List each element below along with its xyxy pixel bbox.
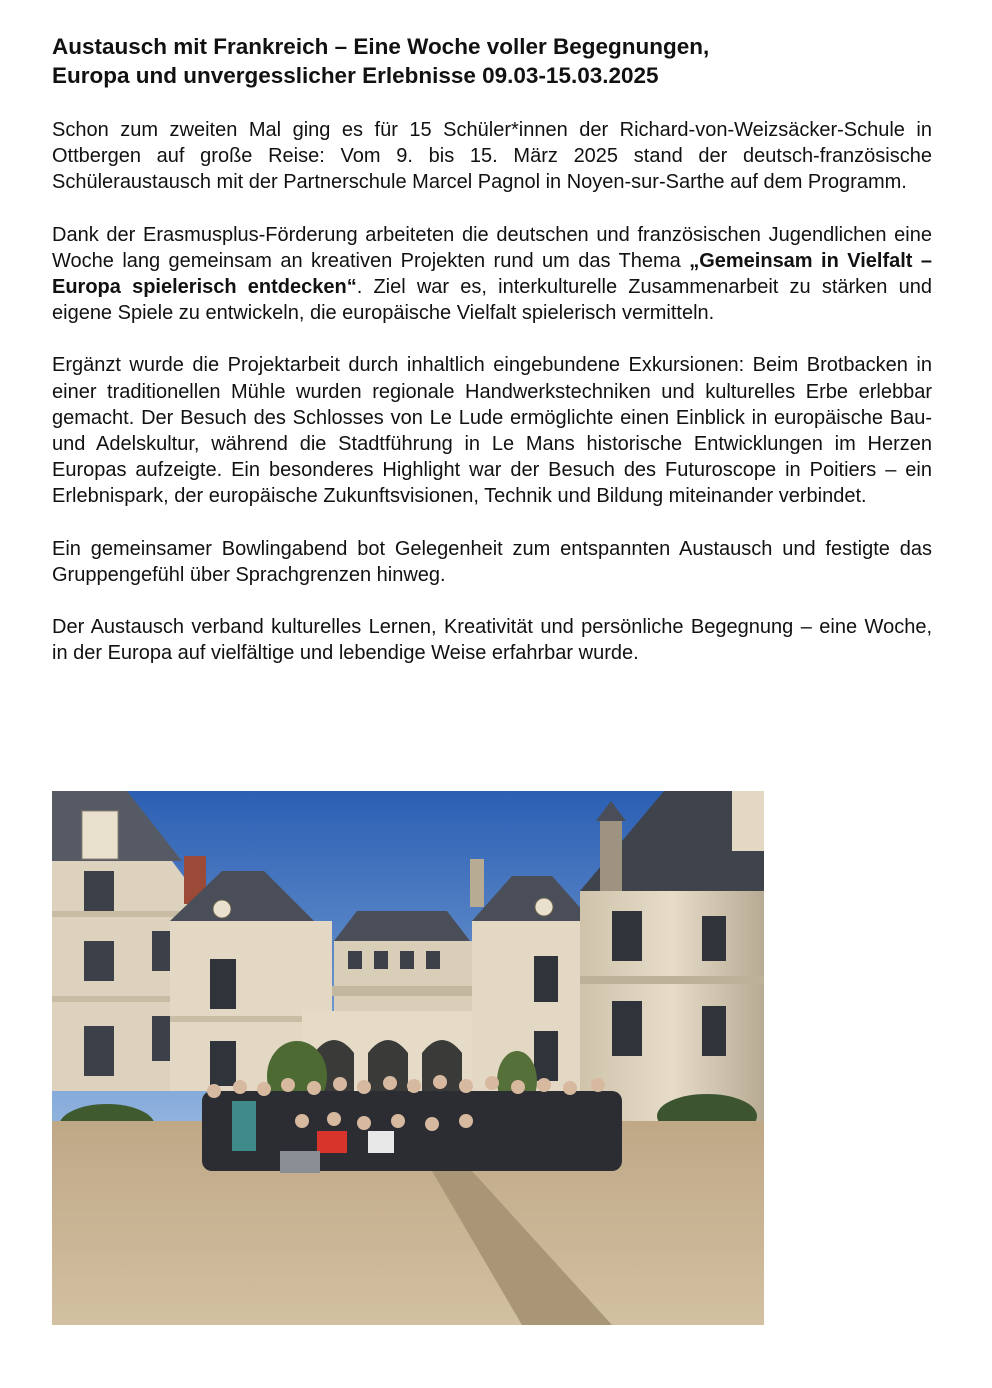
paragraph-erasmus xyxy=(52,222,932,327)
title-line-2: Europa und unvergesslicher Erlebnisse 09.03-15.03.2025 xyxy=(52,63,659,88)
paragraph-bowling: Ein gemeinsamer Bowlingabend bot Gelegenheit zum entspannten Austausch und festigte das Gruppengefühl über Sprachgrenzen hinweg. xyxy=(52,537,932,586)
group-photo-chateau xyxy=(52,791,764,1325)
article-title xyxy=(52,32,932,90)
article xyxy=(52,32,932,666)
paragraph-intro: Schon zum zweiten Mal ging es für 15 Schüler*innen der Richard-von-Weizsäcker-Schule in Ottbergen auf große Reise: Vom 9. bis 15. März 2025 stand der deutsch-französische Schüleraustausch mit der Partnerschule Marcel Pagnol in Noyen-sur-Sarthe auf dem Programm. xyxy=(52,119,932,194)
project-theme: „Gemeinsam in Vielfalt – Europa spielerisch entdecken“ xyxy=(52,249,932,299)
paragraph-erasmus-text-2: . Ziel war es, interkulturelle Zusammenarbeit zu stärken und eigene Spiele zu entwickeln, die europäische Vielfalt spielerisch vermitteln. xyxy=(52,276,932,325)
paragraph-excursions: Ergänzt wurde die Projektarbeit durch inhaltlich eingebundene Exkursionen: Beim Brotbacken in einer traditionellen Mühle wurden regionale Handwerkstechniken und kulturelles Erbe erlebbar gemacht. Der Besuch des Schlosses von Le Lude ermöglichte einen Einblick in europäische Bau- und Adelskultur, während die Stadtführung in Le Mans historische Entwicklungen im Herzen Europas aufzeigte. Ein besonderes Highlight war der Besuch des Futuroscope in Poitiers – ein Erlebnispark, der europäische Zukunftsvisionen, Technik und Bildung miteinander verbindet. xyxy=(52,354,932,508)
paragraph-erasmus-text-1: Dank der Erasmusplus-Förderung arbeiteten die deutschen und französischen Jugendlichen eine Woche lang gemeinsam an kreativen Projekten rund um das Thema xyxy=(52,223,932,272)
title-line-1: Austausch mit Frankreich – Eine Woche voller Begegnungen, xyxy=(52,34,710,59)
paragraph-conclusion: Der Austausch verband kulturelles Lernen, Kreativität und persönliche Begegnung – eine Woche, in der Europa auf vielfältige und lebendige Weise erfahrbar wurde. xyxy=(52,616,932,665)
